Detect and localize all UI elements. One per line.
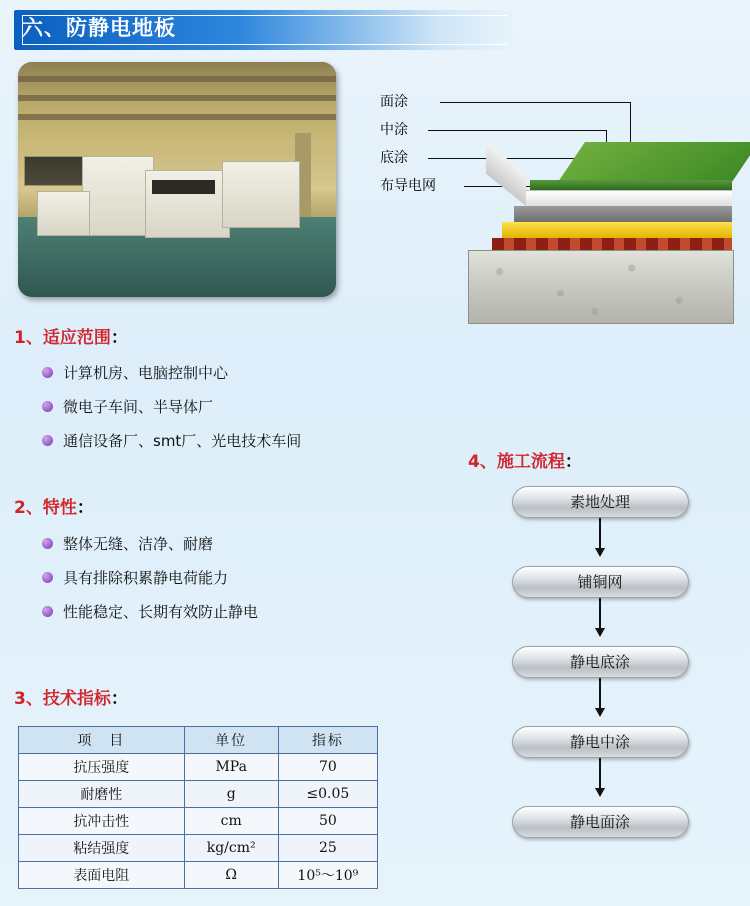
list-item — [42, 423, 301, 457]
section-heading-scope — [14, 323, 128, 348]
section-number: 1、 — [14, 328, 43, 348]
table-cell-unit: kg/cm² — [184, 835, 278, 862]
list-item — [42, 560, 258, 594]
table-cell-value: 10⁵～10⁹ — [278, 862, 377, 889]
flow-node-antistatic-top-coat: 静电面涂 — [512, 806, 689, 838]
arrow-head-icon — [595, 788, 605, 797]
table-cell-item: 抗压强度 — [19, 754, 185, 781]
list-item — [42, 355, 301, 389]
section-colon: ： — [110, 328, 128, 348]
diagram-label-list — [380, 88, 466, 200]
table-row — [19, 835, 378, 862]
section-title: 适应范围 — [42, 328, 111, 348]
diagram-label-conductive-mesh: 布导电网 — [380, 178, 436, 194]
list-item-label: 微电子车间、半导体厂 — [63, 397, 214, 416]
flow-node-antistatic-middle-coat: 静电中涂 — [512, 726, 689, 758]
photo-equipment — [82, 156, 154, 236]
section-title: 施工流程 — [496, 452, 565, 472]
flow-node-antistatic-base-coat: 静电底涂 — [512, 646, 689, 678]
arrow-stem — [599, 598, 601, 630]
layer-middle-coat — [524, 190, 732, 207]
bullet-icon — [42, 435, 53, 446]
flow-arrow — [505, 518, 695, 566]
layer-top-coat-edge — [530, 180, 732, 190]
table-cell-item: 抗冲击性 — [19, 808, 185, 835]
section-heading-process — [468, 447, 582, 472]
table-cell-value: ≤0.05 — [278, 781, 377, 808]
photo-ceiling-beam — [18, 95, 336, 101]
table-header-cell-item: 项 目 — [19, 727, 185, 754]
bullet-icon — [42, 572, 53, 583]
table-cell-unit: cm — [184, 808, 278, 835]
arrow-head-icon — [595, 628, 605, 637]
table-cell-unit: g — [184, 781, 278, 808]
table-cell-value: 25 — [278, 835, 377, 862]
section-number: 4、 — [468, 452, 497, 472]
scope-list — [42, 355, 301, 457]
table-row — [19, 808, 378, 835]
section-colon: ： — [110, 689, 128, 709]
table-header-row — [19, 727, 378, 754]
flow-arrow — [505, 678, 695, 726]
layer-base-coat — [502, 222, 732, 238]
photo-ceiling-beam — [18, 76, 336, 82]
table-cell-value: 70 — [278, 754, 377, 781]
layer-middle-coat-side — [486, 142, 526, 206]
photo-equipment — [37, 191, 90, 235]
table-header-cell-unit: 单位 — [184, 727, 278, 754]
list-item-label: 具有排除积累静电荷能力 — [63, 568, 229, 587]
section-number: 3、 — [14, 689, 43, 709]
list-item-label: 通信设备厂、smt厂、光电技术车间 — [63, 431, 302, 450]
arrow-stem — [599, 758, 601, 790]
bullet-icon — [42, 401, 53, 412]
bullet-icon — [42, 606, 53, 617]
layer-grey-screed — [514, 206, 732, 222]
list-item-label: 计算机房、电脑控制中心 — [63, 363, 229, 382]
photo-ceiling-beam — [18, 114, 336, 120]
table-cell-unit: Ω — [184, 862, 278, 889]
flow-arrow — [505, 598, 695, 646]
arrow-stem — [599, 678, 601, 710]
flow-node-copper-mesh: 铺铜网 — [512, 566, 689, 598]
table-cell-item: 表面电阻 — [19, 862, 185, 889]
layer-concrete-speckle — [468, 250, 732, 322]
list-item — [42, 594, 258, 628]
table-header-cell-value: 指标 — [278, 727, 377, 754]
feature-list — [42, 526, 258, 628]
list-item — [42, 526, 258, 560]
table-cell-value: 50 — [278, 808, 377, 835]
diagram-label-base-coat: 底涂 — [380, 150, 408, 166]
photo-equipment — [222, 161, 300, 229]
layer-top-coat-surface — [558, 142, 750, 182]
table-cell-item: 耐磨性 — [19, 781, 185, 808]
table-row — [19, 781, 378, 808]
arrow-stem — [599, 518, 601, 550]
bullet-icon — [42, 367, 53, 378]
arrow-head-icon — [595, 548, 605, 557]
section-heading-features — [14, 493, 94, 518]
process-flowchart — [505, 486, 695, 838]
slab-illustration — [462, 128, 732, 288]
section-number: 2、 — [14, 498, 43, 518]
section-title: 技术指标 — [42, 689, 111, 709]
table-row — [19, 862, 378, 889]
floor-layer-diagram — [380, 70, 736, 300]
diagram-label-middle-coat: 中涂 — [380, 122, 408, 138]
list-item-label: 整体无缝、洁净、耐磨 — [63, 534, 214, 553]
bullet-icon — [42, 538, 53, 549]
list-item-label: 性能稳定、长期有效防止静电 — [63, 602, 259, 621]
flow-node-substrate-prep: 素地处理 — [512, 486, 689, 518]
leader-line-top-coat — [440, 102, 630, 103]
table-row — [19, 754, 378, 781]
section-colon: ： — [76, 498, 94, 518]
photo-equipment-panel — [152, 180, 216, 194]
section-heading-specs — [14, 684, 128, 709]
diagram-label-top-coat: 面涂 — [380, 94, 408, 110]
section-title: 特性 — [42, 498, 77, 518]
arrow-head-icon — [595, 708, 605, 717]
flow-arrow — [505, 758, 695, 806]
page-title: 六、防静电地板 — [22, 16, 176, 40]
cleanroom-photo — [18, 62, 336, 297]
spec-table — [18, 726, 378, 889]
table-cell-item: 粘结强度 — [19, 835, 185, 862]
section-colon: ： — [564, 452, 582, 472]
table-cell-unit: MPa — [184, 754, 278, 781]
list-item — [42, 389, 301, 423]
layer-conductive-mesh — [492, 238, 732, 250]
